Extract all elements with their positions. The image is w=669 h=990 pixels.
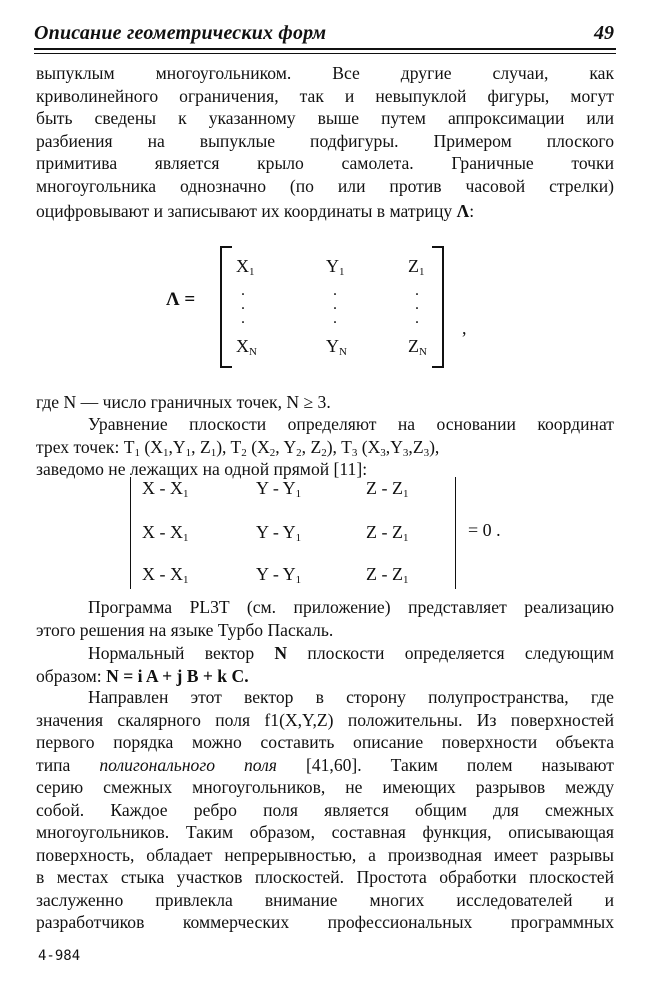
subscript: 1 [185, 446, 192, 459]
point-name: T [341, 436, 352, 457]
det-cell [142, 522, 189, 543]
vertical-dots [329, 284, 341, 326]
det-cell [366, 522, 408, 543]
cell-text: X [236, 256, 249, 276]
vertical-dots [411, 284, 423, 326]
cell-text: Z [408, 336, 419, 356]
printer-signature: 4-984 [38, 948, 81, 964]
determinant-bar-left [130, 477, 131, 589]
point-2: $T_2$ ($X_2$, $Y_2$, $Z_2$), [230, 436, 337, 459]
text-line: в местах стыка участков плоскостей. Простота обработки плоскостей [36, 867, 614, 887]
cell-text: Y - Y [256, 564, 296, 584]
det-cell [256, 564, 301, 585]
coord: X [257, 436, 270, 457]
matrix-cell [408, 256, 425, 277]
cell-text: Z - Z [366, 478, 403, 498]
subscript: 1 [402, 574, 409, 586]
matrix-label: Λ = [166, 289, 196, 310]
det-cell [142, 564, 189, 585]
dot: . [415, 296, 419, 313]
text-fragment: плоскости определяется следующим [307, 643, 614, 663]
matrix-cell [326, 256, 345, 277]
subscript: 1 [295, 574, 302, 586]
dot: . [241, 282, 245, 299]
subscript: 1 [402, 532, 409, 544]
cell-text: Z [408, 256, 419, 276]
left-bracket [220, 246, 232, 368]
running-header [34, 20, 614, 46]
coord: X [367, 436, 381, 457]
subscript: 1 [339, 266, 345, 278]
determinant-equals-zero: = 0 . [468, 520, 501, 540]
text-fragment: Нормальный вектор [88, 643, 255, 663]
cell-text: X [236, 336, 249, 356]
dot: . [415, 282, 419, 299]
text-line: многоугольников. Таким образом, составная функция, описывающая [36, 822, 614, 842]
det-cell [366, 478, 408, 499]
text-fragment: : [469, 201, 475, 221]
matrix-cell [326, 336, 347, 357]
subscript: 2 [241, 446, 247, 459]
cell-text: Y - Y [256, 478, 296, 498]
right-bracket [432, 246, 444, 368]
subscript: 1 [183, 574, 189, 586]
cell-text: X - X [142, 478, 183, 498]
page-number: 49 [594, 22, 614, 44]
text-line: первого порядка можно составить описание поверхности объекта [36, 732, 614, 752]
coord: Y [390, 436, 403, 457]
matrix-cell [408, 336, 427, 357]
vector-symbol: N [274, 643, 288, 663]
matrix-cell [236, 336, 257, 357]
text-line: разбиения на выпуклые подфигуры. Примером плоского [36, 130, 614, 151]
subscript: 3 [423, 446, 430, 459]
subscript: 3 [402, 446, 409, 459]
text-line: разработчиков коммерческих профессиональных программных [36, 912, 614, 932]
cell-text: X - X [142, 522, 183, 542]
det-cell [256, 478, 301, 499]
text-fragment: типа [36, 754, 71, 775]
text-line: Уравнение плоскости определяют на основании координат [88, 414, 614, 434]
paragraph-3 [36, 596, 614, 641]
coord: Z [412, 436, 424, 457]
point-name: T [230, 436, 242, 457]
subscript: 1 [183, 532, 189, 544]
text-fragment: оцифровывают и записывают их координаты в матрицу [36, 201, 453, 221]
text-line: заведомо не лежащих на одной прямой [11]: [36, 459, 368, 479]
coord: Z [310, 436, 322, 457]
coord: X [150, 436, 164, 457]
subscript: 2 [269, 446, 276, 459]
paragraph-5 [36, 686, 614, 934]
points-line [36, 436, 614, 459]
text-line: быть сведены к указанному выше путем аппроксимации или [36, 108, 614, 128]
header-rule [34, 48, 616, 50]
text-line: выпуклым многоугольником. Все другие случаи, как [36, 63, 614, 83]
text-line [36, 200, 614, 223]
det-cell [366, 564, 408, 585]
dot: . [415, 310, 419, 327]
normal-vector-formula: N = i A + j B + k C. [106, 665, 249, 686]
paragraph-4 [36, 642, 614, 687]
subscript: N [339, 346, 347, 358]
cell-text: Z - Z [366, 522, 403, 542]
dot: . [333, 310, 337, 327]
subscript: 1 [163, 446, 169, 459]
dot: . [241, 296, 245, 313]
subscript: N [419, 346, 427, 358]
point-1: $T_1$ ($X_1,Y_1$, $Z_1$), [123, 436, 227, 459]
paragraph-2 [36, 413, 614, 481]
header-title: Описание геометрических форм [34, 22, 327, 44]
text-line: собой. Каждое ребро поля является общим для смежных [36, 799, 614, 820]
subscript: 2 [321, 446, 327, 459]
subscript: 1 [295, 488, 302, 500]
dot: . [241, 310, 245, 327]
cell-text: X - X [142, 564, 183, 584]
cell-text: Y [326, 256, 339, 276]
subscript: 1 [419, 266, 425, 278]
subscript: N [249, 346, 257, 358]
dot: . [333, 282, 337, 299]
coord: Y [283, 436, 297, 457]
subscript: 2 [296, 446, 302, 459]
subscript: 3 [380, 446, 386, 459]
subscript: 1 [134, 446, 141, 459]
subscript: 1 [402, 488, 409, 500]
text-line: примитива является крыло самолета. Граничные точки [36, 153, 614, 173]
text-line: где N — число граничных точек, N ≥ 3. [36, 392, 331, 412]
matrix-cell [236, 256, 255, 277]
coord: Y [172, 436, 186, 457]
text-line: многоугольника однозначно (по или против часовой стрелки) [36, 175, 614, 196]
text-line: Программа PL3T (см. приложение) представляет реализацию [88, 597, 614, 617]
point-3: $T_3$ $(X_3,Y_3,Z_3)$, [341, 436, 440, 459]
subscript: 1 [210, 446, 217, 459]
formula-line [36, 665, 614, 688]
subscript: 1 [183, 488, 189, 500]
subscript: 3 [351, 446, 358, 459]
cell-text: Y [326, 336, 339, 356]
det-cell [142, 478, 189, 499]
matrix-trailing-comma: , [462, 318, 467, 338]
text-line: криволинейного ограничения, так и невыпуклой фигуры, могут [36, 85, 614, 106]
paragraph-1 [36, 62, 614, 223]
italic-term: полигонального поля [99, 754, 277, 775]
text-fragment: образом: [36, 665, 102, 686]
text-line [36, 754, 614, 777]
cell-text: Z - Z [366, 564, 403, 584]
text-fragment: [41,60]. Таким полем называют [305, 754, 614, 775]
determinant-bar-right [455, 477, 456, 589]
text-line: поверхность, обладает непрерывностью, а производная имеет разрывы [36, 844, 614, 865]
text-line: заслуженно привлекла внимание многих исследователей и [36, 889, 614, 910]
det-cell [256, 522, 301, 543]
text-line [36, 642, 614, 665]
where-line [36, 391, 614, 414]
dot: . [333, 296, 337, 313]
header-rule-thin [34, 53, 616, 54]
text-fragment: трех точек: [36, 436, 120, 457]
text-line: значения скалярного поля f1(X,Y,Z) положительны. Из поверхностей [36, 709, 614, 730]
text-line: серию смежных многоугольников, не имеющих разрывов между [36, 777, 614, 797]
point-name: T [123, 436, 135, 457]
cell-text: Y - Y [256, 522, 296, 542]
lambda-symbol: Λ [456, 201, 470, 221]
subscript: 1 [295, 532, 302, 544]
coord: Z [199, 436, 211, 457]
text-line: этого решения на языке Турбо Паскаль. [36, 619, 334, 640]
text-line: Направлен этот вектор в сторону полупространства, где [88, 687, 614, 707]
subscript: 1 [249, 266, 255, 278]
vertical-dots [237, 284, 249, 326]
